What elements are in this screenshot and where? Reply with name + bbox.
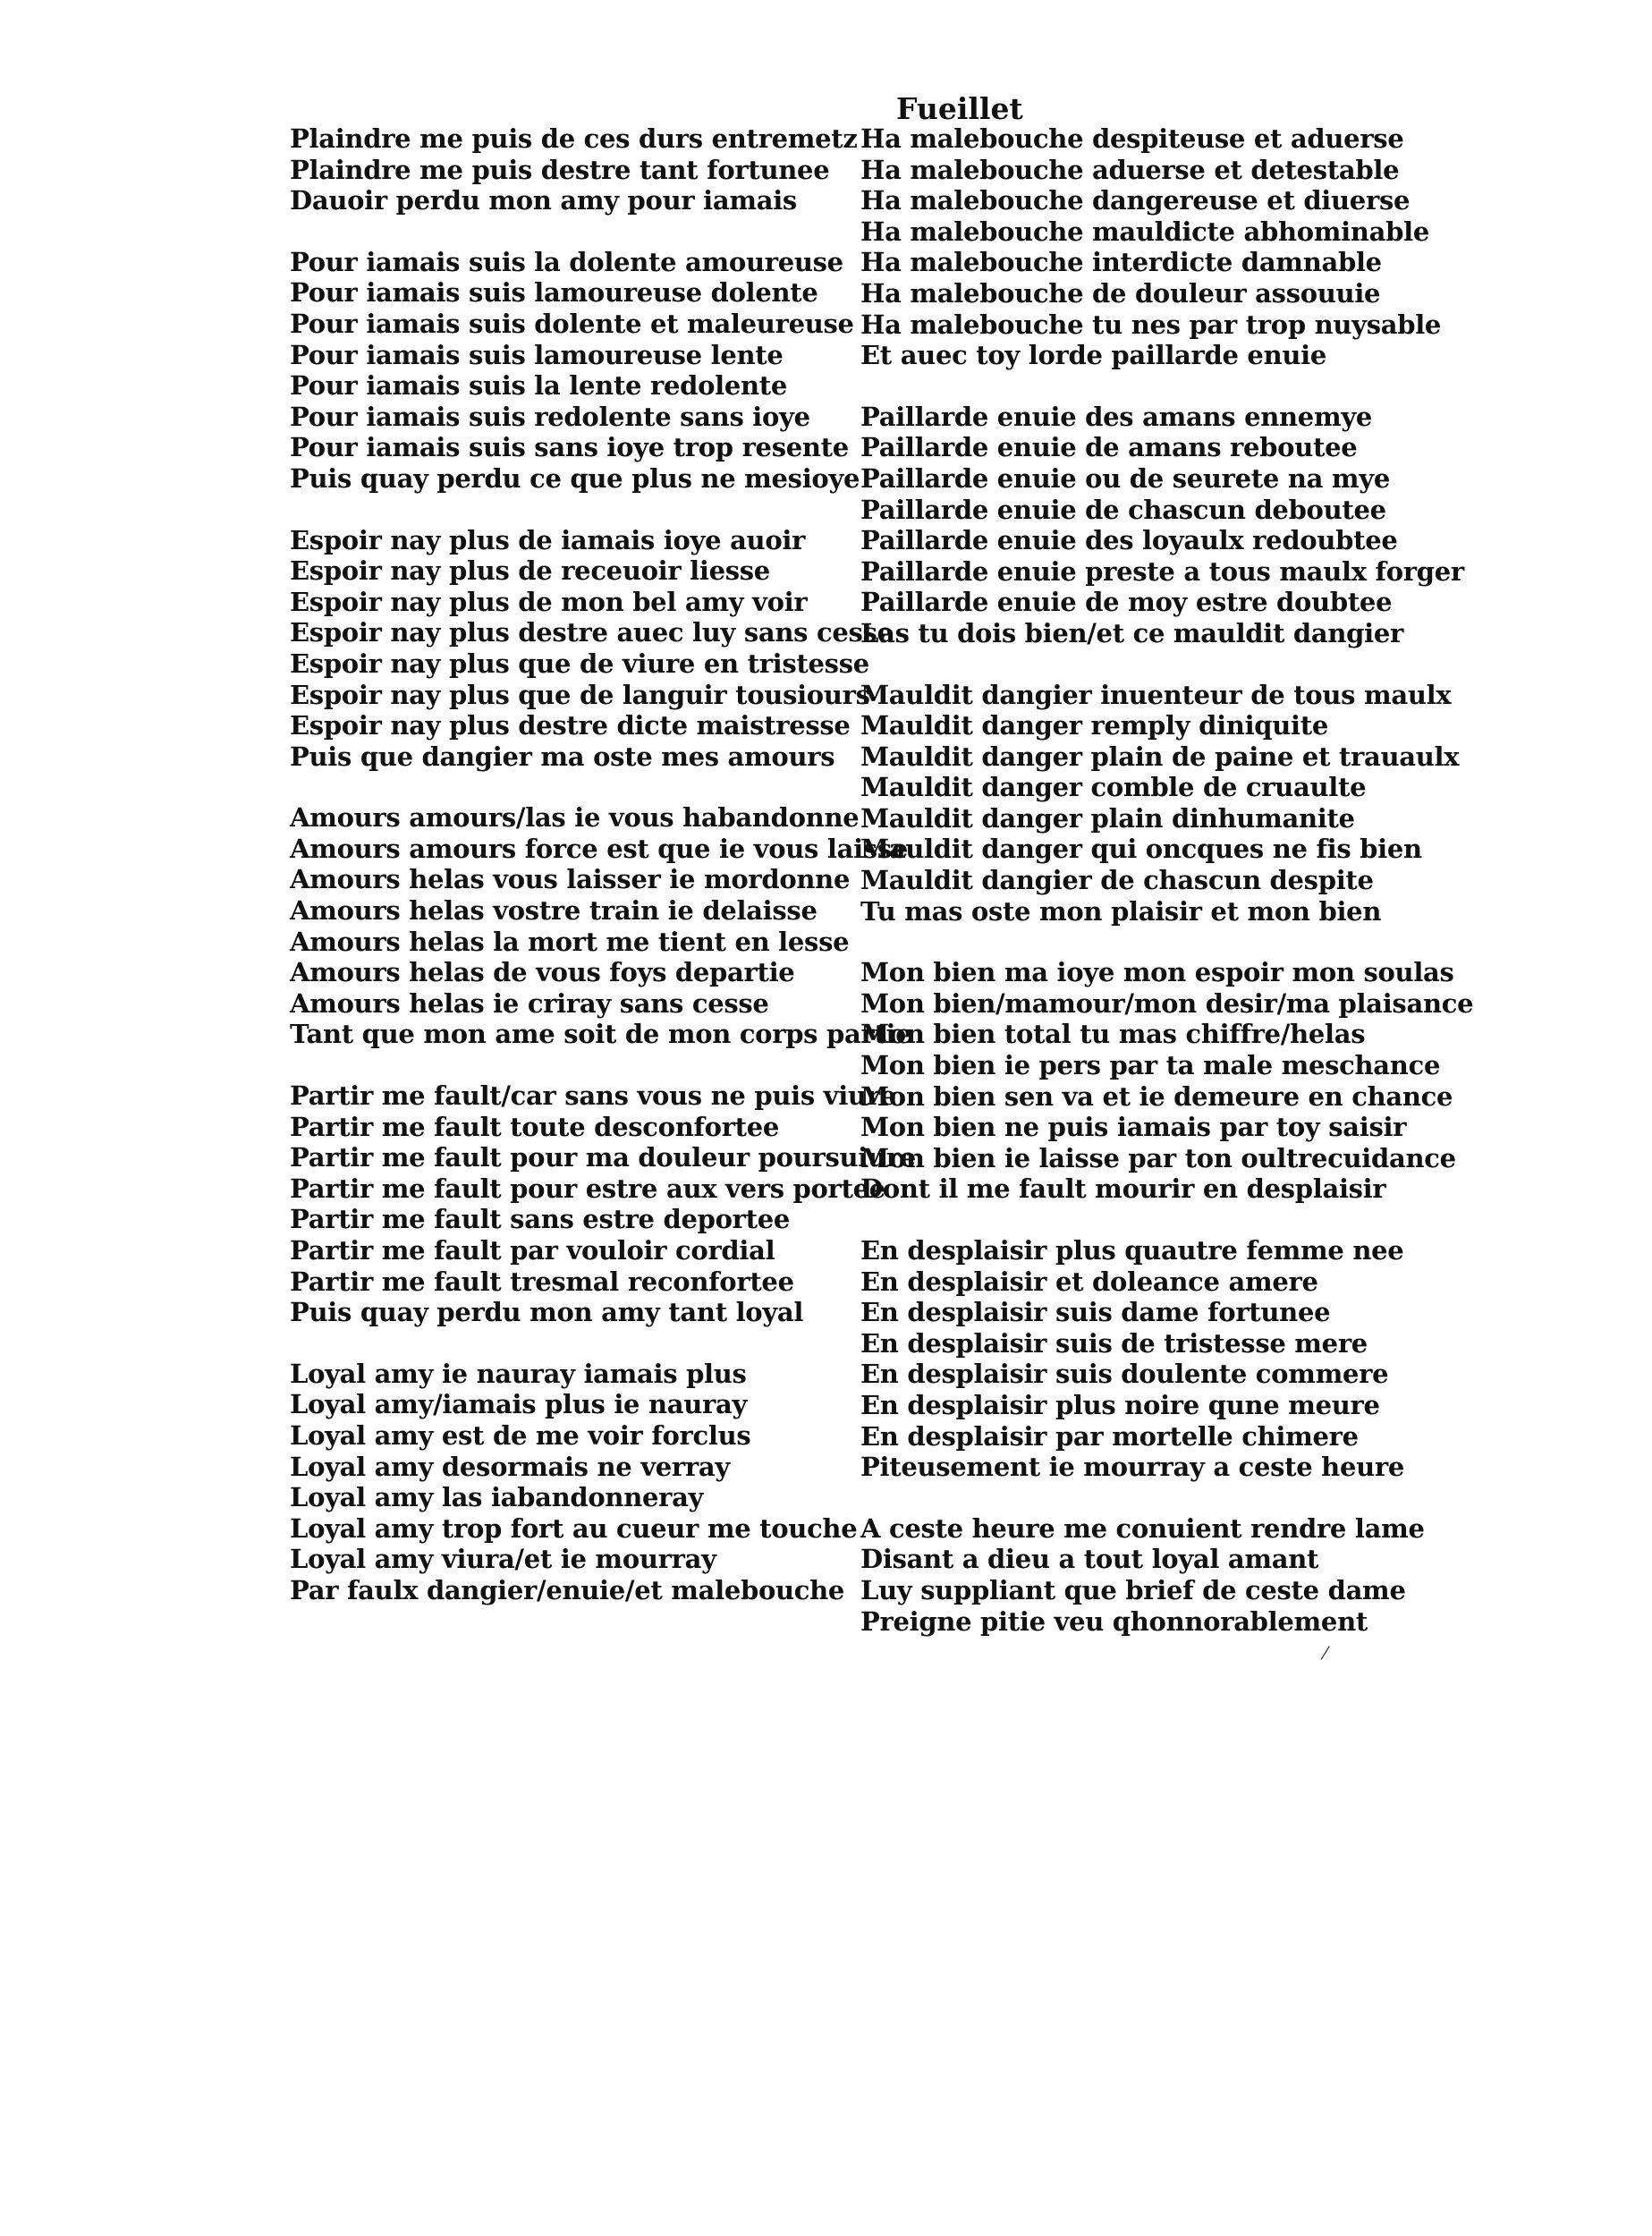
verse-line: Plaindre me puis de ces durs entremetz: [290, 123, 858, 154]
running-head: Fueillet: [896, 91, 1023, 126]
verse-line: Mauldit danger plain de paine et trauaulx: [860, 741, 1460, 772]
verse-line: Mon bien ie pers par ta male meschance: [860, 1050, 1441, 1081]
verse-line: Pour iamais suis la lente redolente: [290, 370, 788, 402]
verse-line: Mauldit danger comble de cruaulte: [860, 772, 1367, 803]
verse-line: Partir me fault/car sans vous ne puis viure: [290, 1080, 896, 1112]
verse-line: En desplaisir suis doulente commere: [860, 1359, 1389, 1390]
verse-line: Espoir nay plus de iamais ioye auoir: [290, 524, 806, 555]
verse-line: Partir me fault toute desconfortee: [290, 1111, 780, 1142]
verse-line: Ha malebouche tu nes par trop nuysable: [860, 309, 1442, 340]
verse-line: Mauldit danger plain dinhumanite: [860, 802, 1355, 834]
verse-line: Loyal amy las iabandonneray: [290, 1482, 704, 1513]
verse-line: Espoir nay plus de receuoir liesse: [290, 555, 770, 587]
verse-line: Luy suppliant que brief de ceste dame: [860, 1574, 1406, 1605]
verse-line: Amours helas de vous foys departie: [290, 957, 795, 988]
verse-line: Tu mas oste mon plaisir et mon bien: [860, 895, 1382, 927]
verse-line: Mauldit dangier de chascun despite: [860, 865, 1374, 896]
verse-line: Loyal amy trop fort au cueur me touche: [290, 1512, 858, 1544]
stanza: [290, 802, 912, 1050]
stanza: [860, 957, 1473, 1205]
stanza: [860, 1513, 1473, 1637]
verse-line: Puis quay perdu mon amy tant loyal: [290, 1297, 804, 1328]
verse-line: En desplaisir plus quautre femme nee: [860, 1235, 1404, 1266]
verse-line: Et auec toy lorde paillarde enuie: [860, 340, 1327, 371]
stanza: [860, 123, 1473, 371]
verse-line: Loyal amy est de me voir forclus: [290, 1419, 751, 1451]
verse-line: Mauldit danger qui oncques ne fis bien: [860, 834, 1422, 865]
verse-line: Espoir nay plus destre auec luy sans cesse: [290, 617, 894, 648]
verse-line: Paillarde enuie de chascun deboutee: [860, 494, 1386, 525]
verse-line: Paillarde enuie des loyaulx redoubtee: [860, 525, 1398, 556]
verse-line: Mon bien ie laisse par ton oultrecuidance: [860, 1142, 1456, 1173]
verse-line: Paillarde enuie de amans reboutee: [860, 432, 1358, 463]
verse-line: Paillarde enuie preste a tous maulx forger: [860, 555, 1464, 587]
verse-line: Partir me fault par vouloir cordial: [290, 1235, 775, 1266]
verse-line: Espoir nay plus que de viure en tristesse: [290, 648, 869, 679]
verse-line: Paillarde enuie des amans ennemye: [860, 401, 1373, 432]
verse-line: Pour iamais suis dolente et maleureuse: [290, 308, 854, 339]
verse-line: En desplaisir suis de tristesse mere: [860, 1327, 1368, 1359]
verse-line: Puis quay perdu ce que plus ne mesioye: [290, 462, 860, 494]
verse-line: En desplaisir plus noire qune meure: [860, 1389, 1380, 1420]
verse-line: Mon bien sen va et ie demeure en chance: [860, 1080, 1453, 1112]
verse-line: En desplaisir suis dame fortunee: [860, 1297, 1331, 1328]
verse-line: Ha malebouche aduerse et detestable: [860, 154, 1400, 185]
verse-line: Ha malebouche mauldicte abhominable: [860, 216, 1430, 247]
verse-line: Ha malebouche despiteuse et aduerse: [860, 123, 1404, 154]
verse-line: En desplaisir par mortelle chimere: [860, 1420, 1359, 1452]
verse-line: Amours amours force est que ie vous laisse: [290, 833, 908, 864]
verse-line: Preigne pitie veu qhonnorablement: [860, 1605, 1368, 1637]
verse-line: Las tu dois bien/et ce mauldit dangier: [860, 617, 1403, 648]
verse-line: Par faulx dangier/enuie/et malebouche: [290, 1574, 845, 1605]
verse-line: Mon bien ma ioye mon espoir mon soulas: [860, 957, 1454, 988]
stanza: [290, 1358, 858, 1606]
verse-line: Partir me fault tresmal reconfortee: [290, 1266, 794, 1297]
stanza: [860, 680, 1473, 927]
verse-line: Amours helas vous laisser ie mordonne: [290, 864, 851, 895]
verse-line: Dauoir perdu mon amy pour iamais: [290, 185, 797, 216]
verse-line: Mon bien total tu mas chiffre/helas: [860, 1019, 1366, 1050]
stanza: [860, 402, 1473, 649]
left-column: [290, 123, 916, 1637]
stanza: [290, 246, 860, 495]
verse-line: Mon bien/mamour/mon desir/ma plaisance: [860, 987, 1474, 1019]
verse-line: Espoir nay plus destre dicte maistresse: [290, 710, 851, 741]
stanza: [290, 1080, 916, 1328]
verse-line: Pour iamais suis sans ioye trop resente: [290, 432, 849, 463]
verse-line: Partir me fault sans estre deportee: [290, 1204, 791, 1235]
verse-line: Espoir nay plus de mon bel amy voir: [290, 586, 808, 617]
stanza: [290, 524, 894, 773]
verse-line: Espoir nay plus que de languir tousiours: [290, 679, 870, 710]
verse-line: Paillarde enuie ou de seurete na mye: [860, 462, 1390, 494]
verse-line: En desplaisir et doleance amere: [860, 1266, 1318, 1297]
verse-line: Disant a dieu a tout loyal amant: [860, 1544, 1319, 1575]
verse-line: Amours helas ie criray sans cesse: [290, 987, 769, 1019]
verse-line: Loyal amy desormais ne verray: [290, 1451, 730, 1482]
verse-line: Partir me fault pour ma douleur poursuiure: [290, 1142, 916, 1173]
verse-line: Mauldit dangier inuenteur de tous maulx: [860, 679, 1452, 710]
verse-line: Ha malebouche dangereuse et diuerse: [860, 185, 1411, 216]
verse-line: Loyal amy viura/et ie mourray: [290, 1544, 716, 1575]
stanza: [860, 1235, 1473, 1483]
verse-line: Amours amours/las ie vous habandonne: [290, 802, 860, 834]
stanza: [290, 123, 858, 216]
verse-line: Amours helas la mort me tient en lesse: [290, 926, 850, 957]
verse-line: Pour iamais suis la dolente amoureuse: [290, 246, 843, 277]
verse-line: Dont il me fault mourir en desplaisir: [860, 1173, 1386, 1205]
verse-line: Pour iamais suis lamoureuse dolente: [290, 277, 818, 309]
verse-line: Loyal amy/iamais plus ie nauray: [290, 1389, 748, 1420]
verse-line: Amours helas vostre train ie delaisse: [290, 895, 818, 927]
verse-line: Pour iamais suis lamoureuse lente: [290, 339, 784, 370]
verse-line: Ha malebouche interdicte damnable: [860, 247, 1382, 278]
verse-line: Piteusement ie mourray a ceste heure: [860, 1452, 1405, 1483]
verse-line: Loyal amy ie nauray iamais plus: [290, 1358, 747, 1389]
verse-line: Mauldit danger remply diniquite: [860, 710, 1329, 741]
verse-line: Partir me fault pour estre aux vers portee: [290, 1173, 885, 1204]
verse-line: A ceste heure me conuient rendre lame: [860, 1512, 1425, 1544]
verse-line: Ha malebouche de douleur assouuie: [860, 277, 1381, 309]
verse-line: Paillarde enuie de moy estre doubtee: [860, 587, 1393, 618]
verse-line: Pour iamais suis redolente sans ioye: [290, 401, 810, 432]
stray-ink-mark: ⁄: [1324, 1642, 1327, 1664]
verse-line: Puis que dangier ma oste mes amours: [290, 741, 835, 772]
verse-line: Mon bien ne puis iamais par toy saisir: [860, 1112, 1407, 1143]
verse-line: Tant que mon ame soit de mon corps partie: [290, 1019, 912, 1050]
verse-line: Plaindre me puis destre tant fortunee: [290, 154, 830, 185]
